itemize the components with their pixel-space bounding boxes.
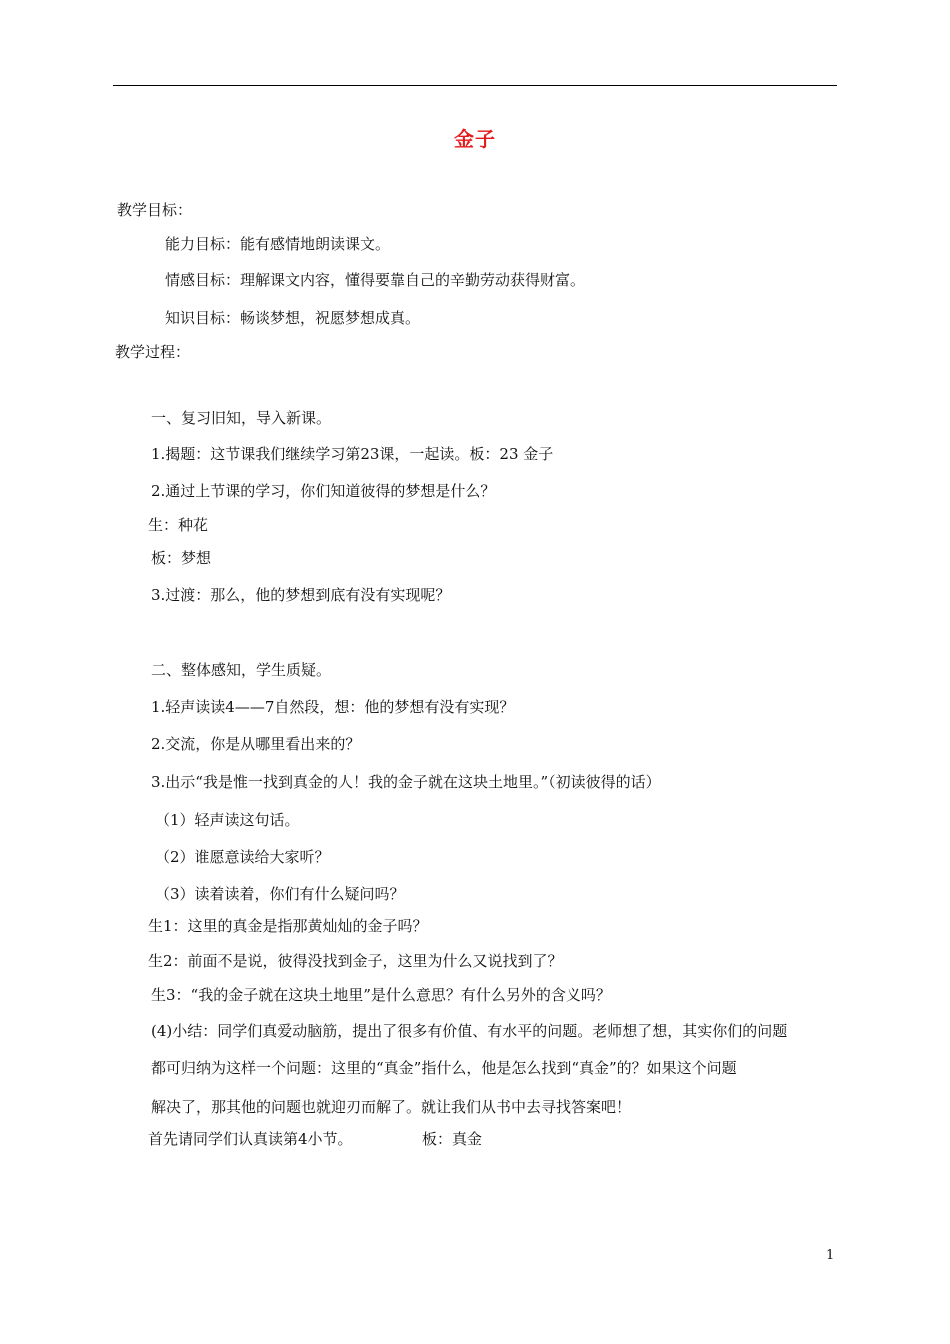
- section1-line: 生：种花: [148, 516, 209, 534]
- header-rule: [113, 85, 837, 86]
- closing-board: 板：真金: [422, 1130, 483, 1148]
- objectives-heading: 教学目标：: [117, 201, 193, 219]
- objective-ability: 能力目标：能有感情地朗读课文。: [165, 235, 391, 253]
- closing-instruction: 首先请同学们认真读第4小节。: [148, 1130, 353, 1148]
- page-number: 1: [826, 1248, 835, 1263]
- section1-heading: 一、复习旧知，导入新课。: [151, 409, 332, 427]
- section2-line: 1.轻声读读4——7自然段，想：他的梦想有没有实现？: [151, 698, 515, 716]
- section2-heading: 二、整体感知，学生质疑。: [151, 661, 332, 679]
- document-title: 金子: [454, 127, 496, 151]
- objective-emotion: 情感目标：理解课文内容，懂得要靠自己的辛勤劳动获得财富。: [165, 271, 586, 289]
- section2-line: 生1：这里的真金是指那黄灿灿的金子吗？: [148, 917, 428, 935]
- section2-line: 3.出示“我是惟一找到真金的人！我的金子就在这块土地里。”（初读彼得的话）: [151, 773, 661, 791]
- process-heading: 教学过程：: [115, 343, 191, 361]
- summary-line: 解决了，那其他的问题也就迎刃而解了。就让我们从书中去寻找答案吧！: [151, 1098, 632, 1116]
- section2-line: 生2：前面不是说，彼得没找到金子，这里为什么又说找到了？: [148, 952, 563, 970]
- summary-line: 都可归纳为这样一个问题：这里的“真金”指什么，他是怎么找到“真金”的？如果这个问题: [151, 1059, 737, 1077]
- section1-line: 1.揭题：这节课我们继续学习第23课，一起读。板：23 金子: [151, 445, 554, 463]
- section2-line: （1）轻声读这句话。: [155, 811, 300, 829]
- section1-line: 2.通过上节课的学习，你们知道彼得的梦想是什么？: [151, 482, 496, 500]
- section2-line: （2）谁愿意读给大家听？: [155, 848, 330, 866]
- section2-line: （3）读着读着，你们有什么疑问吗？: [155, 885, 405, 903]
- summary-line: (4)小结：同学们真爱动脑筋，提出了很多有价值、有水平的问题。老师想了想，其实你们的问题: [151, 1022, 788, 1040]
- section2-line: 2.交流，你是从哪里看出来的？: [151, 735, 361, 753]
- section1-line: 板：梦想: [151, 549, 212, 567]
- objective-knowledge: 知识目标：畅谈梦想，祝愿梦想成真。: [165, 309, 421, 327]
- section2-line: 生3：“我的金子就在这块土地里”是什么意思？有什么另外的含义吗？: [151, 986, 611, 1004]
- section1-line: 3.过渡：那么，他的梦想到底有没有实现呢？: [151, 586, 451, 604]
